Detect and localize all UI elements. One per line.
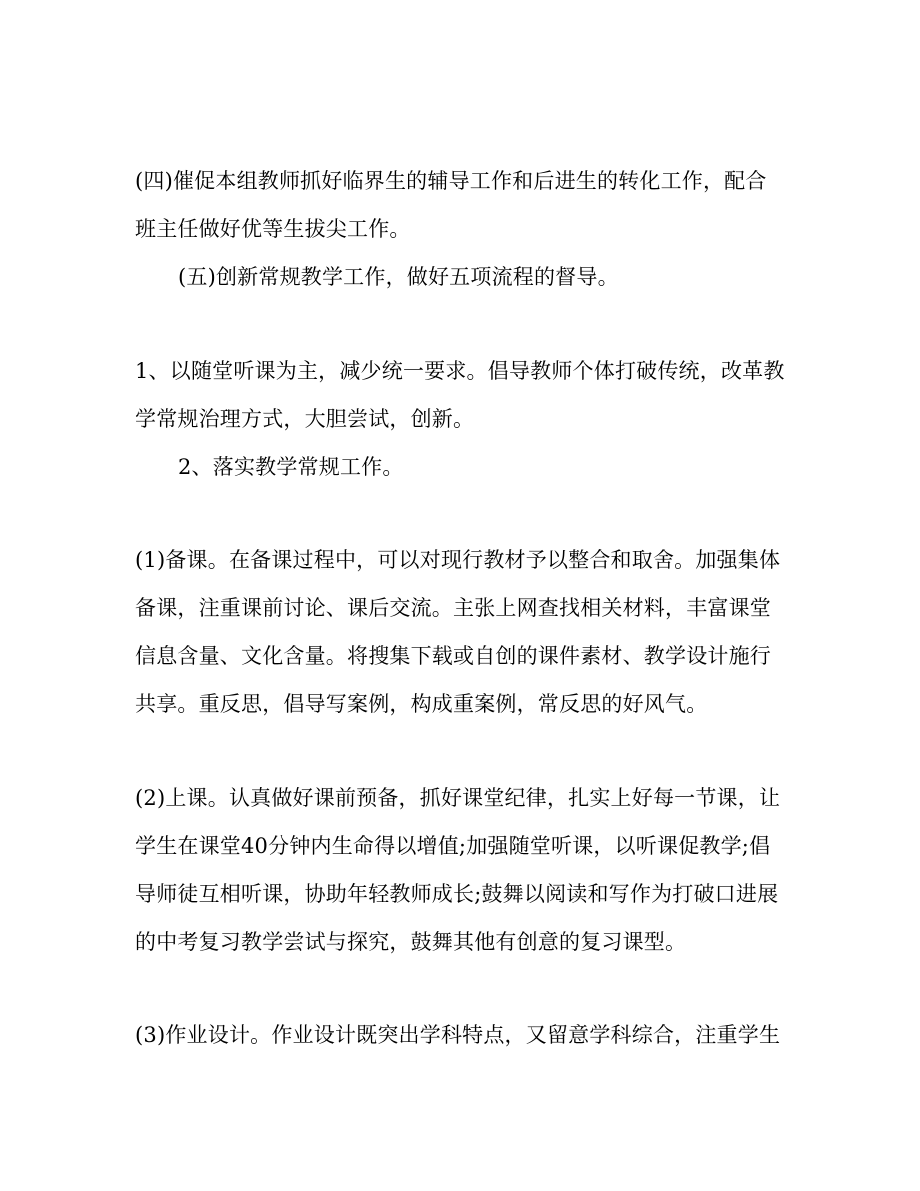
subitem-2-line-1: (2)上课。认真做好课前预备，抓好课堂纪律，扎实上好每一节课，让 [135, 786, 781, 810]
subitem-1-line-3: 信息含量、文化含量。将搜集下载或自创的课件素材、教学设计施行 [135, 644, 771, 668]
item-1-line-1: 1、以随堂听课为主，减少统一要求。倡导教师个体打破传统，改革教 [135, 359, 785, 383]
subitem-3-line-1: (3)作业设计。作业设计既突出学科特点，又留意学科综合，注重学生 [135, 1023, 781, 1047]
subitem-1-line-2: 备课，注重课前讨论、课后交流。主张上网查找相关材料，丰富课堂 [135, 596, 771, 620]
subitem-2-line-2: 学生在课堂40分钟内生命得以增值;加强随堂听课，以听课促教学;倡 [135, 834, 771, 858]
section-4-line-2: 班主任做好优等生拔尖工作。 [135, 217, 411, 241]
item-1-line-2: 学常规治理方式，大胆尝试，创新。 [135, 407, 475, 431]
subitem-2-line-3: 导师徒互相听课，协助年轻教师成长;鼓舞以阅读和写作为打破口进展 [135, 882, 779, 906]
item-2-heading: 2、落实教学常规工作。 [178, 455, 404, 479]
section-5-heading: (五)创新常规教学工作，做好五项流程的督导。 [178, 265, 619, 289]
section-4-line-1: (四)催促本组教师抓好临界生的辅导工作和后进生的转化工作，配合 [135, 169, 767, 193]
subitem-2-line-4: 的中考复习教学尝试与探究，鼓舞其他有创意的复习课型。 [135, 930, 687, 954]
subitem-1-line-1: (1)备课。在备课过程中，可以对现行教材予以整合和取舍。加强集体 [135, 548, 781, 572]
subitem-1-line-4: 共享。重反思，倡导写案例，构成重案例，常反思的好风气。 [135, 692, 708, 716]
